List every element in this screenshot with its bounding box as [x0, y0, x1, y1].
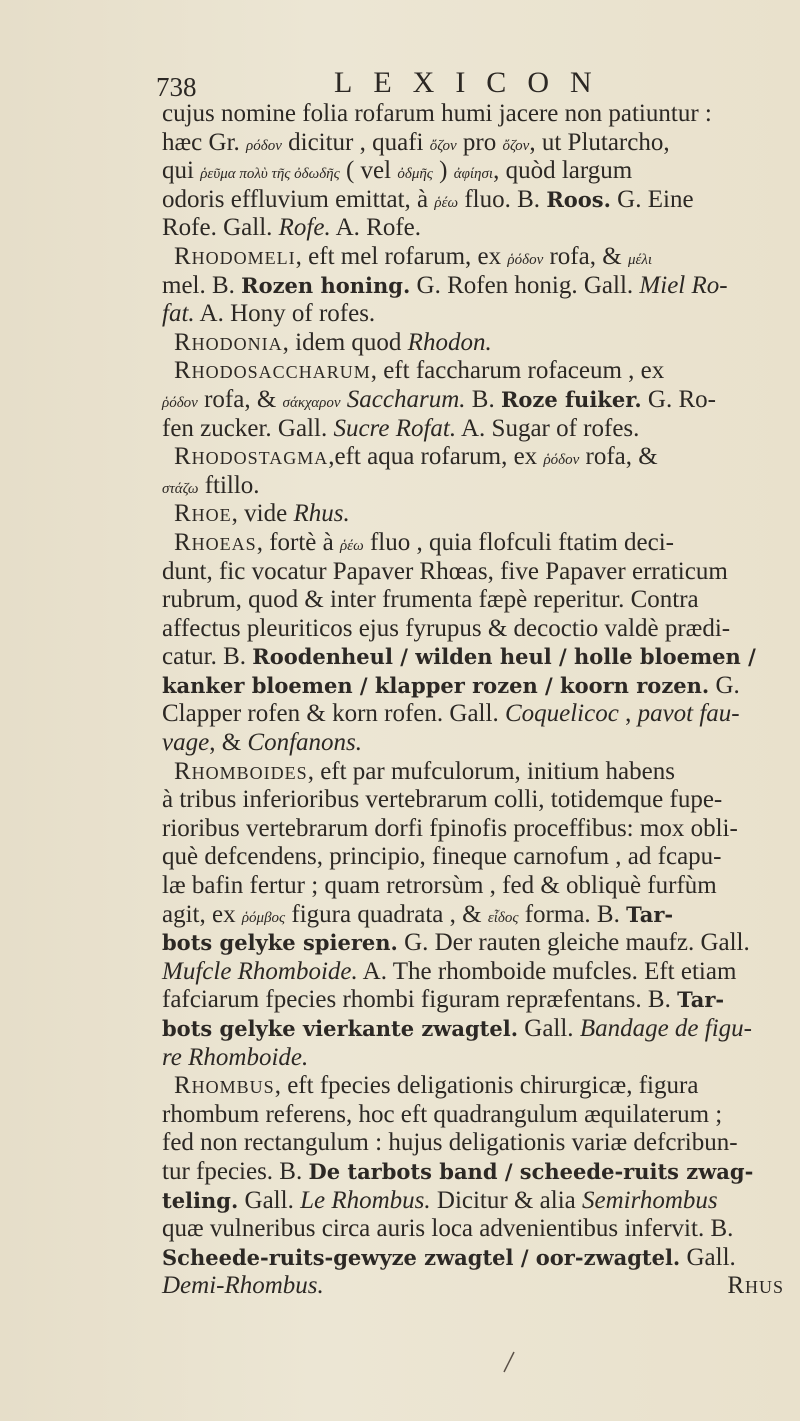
text-run: Semirhombus — [581, 1186, 718, 1214]
text-run: agit, ex — [162, 900, 242, 928]
text-run: , eft mel rofarum, ex — [295, 242, 508, 270]
text-line — [162, 1244, 800, 1273]
text-line — [162, 415, 800, 444]
text-run: Sucre Rofat. — [333, 414, 457, 442]
text-line — [162, 958, 800, 987]
text-run: ἀφίησι — [453, 166, 494, 183]
text-run: re Rhomboide. — [162, 1043, 309, 1071]
text-line — [162, 1187, 800, 1216]
text-run: Rhoe — [174, 500, 232, 528]
text-line — [162, 729, 800, 758]
text-run: Rofe. Gall. — [162, 214, 279, 242]
text-run: G. Der rauten gleiche maufz. Gall. — [397, 929, 750, 957]
text-run: Dicitur & alia — [430, 1186, 582, 1214]
text-run: Coquelicoc — [504, 700, 619, 728]
text-run: Bandage de figu- — [579, 1015, 752, 1042]
text-run: Rhodosaccharum — [174, 357, 371, 385]
text-run: Rofe. — [278, 214, 331, 242]
text-run: fluo , quia flofculi ftatim deci- — [363, 528, 675, 556]
page-number: 738 — [156, 72, 197, 102]
text-line — [162, 243, 800, 272]
text-line — [162, 1044, 800, 1073]
text-run: Le Rhombus. — [300, 1186, 431, 1214]
text-run: figura quadrata , & — [285, 900, 488, 928]
text-run: ῥόδον — [543, 452, 580, 469]
text-line — [162, 443, 800, 472]
text-run: ῥέω — [434, 194, 459, 211]
text-run: Roze fuiker. — [500, 386, 642, 412]
text-run: Roos. — [546, 186, 611, 212]
text-run: fen zucker. Gall. — [162, 414, 334, 442]
running-title: LEXICON — [334, 66, 613, 99]
text-run: Rhoeas — [174, 528, 257, 556]
text-line — [162, 157, 800, 186]
text-line — [162, 1072, 800, 1101]
text-line — [162, 558, 800, 587]
text-run: A. Hony of rofes. — [194, 300, 376, 328]
text-run: , fortè à — [256, 528, 340, 556]
text-run: ὄζον — [502, 137, 530, 154]
text-run: εἶδος — [487, 909, 519, 926]
text-line — [162, 586, 800, 615]
text-run: fluo. B. — [458, 185, 547, 213]
text-run: Clapper rofen & korn rofen. Gall. — [162, 700, 505, 728]
text-run: , — [618, 700, 638, 728]
text-run: dicitur , quafi — [281, 128, 430, 156]
text-run: G. Ro- — [641, 385, 716, 413]
text-run: ,eft aqua rofarum, ex — [328, 443, 544, 471]
text-run: A. Rofe. — [330, 214, 421, 242]
text-line — [162, 100, 800, 129]
text-run: què defcendens, principio, fineque carnofum , ad fcapu- — [162, 843, 722, 871]
text-run: fafciarum fpecies rhombi figuram repræfentans. B. — [162, 986, 678, 1014]
text-run: Tar- — [626, 901, 674, 927]
text-run: rofa, & — [543, 242, 628, 270]
text-run: B. — [465, 385, 501, 413]
text-run: hæc Gr. — [162, 128, 247, 156]
text-line — [162, 615, 800, 644]
text-line — [162, 472, 800, 501]
text-run: Rhodon. — [407, 328, 492, 356]
text-run: , eft par mufculorum, initium habens — [307, 757, 675, 785]
text-run: qui — [162, 157, 201, 185]
text-run: rioribus vertebrarum dorfi fpinofis proceffibus: mox obli- — [162, 814, 738, 842]
text-run: rofa, & — [579, 443, 658, 471]
text-run: ῥόμβος — [241, 909, 286, 926]
text-run: σάκχαρον — [282, 394, 341, 411]
text-run: mel. B. — [162, 271, 242, 299]
text-run: tur fpecies. B. — [162, 1157, 309, 1185]
text-run: Rhodostagma — [174, 443, 329, 471]
text-line — [162, 643, 800, 672]
text-run: Rhodomeli — [174, 242, 296, 270]
text-run: Gall. — [680, 1243, 736, 1271]
text-run: dunt, fic vocatur Papaver Rhœas, five Papaver erraticum — [162, 557, 728, 585]
text-run: læ bafin fertur ; quam retrorsùm , fed & obliquè furfùm — [162, 872, 717, 900]
text-run: Saccharum. — [346, 385, 466, 413]
text-run: quæ vulneribus circa auris loca advenientibus infervit. B. — [162, 1215, 734, 1243]
text-run: , ut Plutarcho, — [529, 128, 670, 156]
text-run: rhombum referens, hoc eft quadrangulum æquilaterum ; — [162, 1100, 723, 1128]
text-line — [162, 758, 800, 787]
text-run: De tarbots band / scheede-ruits zwag- — [308, 1158, 754, 1184]
text-line — [162, 1272, 800, 1301]
text-run: bots gelyke spieren. — [162, 930, 398, 956]
text-run: G. Eine — [610, 185, 694, 213]
text-run: A. The rhomboide mufcles. Eft etiam — [357, 957, 737, 985]
text-line — [162, 1015, 800, 1044]
text-run: Rhomboides — [174, 757, 308, 785]
text-line — [162, 700, 800, 729]
text-run: Rhombus — [174, 1072, 275, 1100]
text-run: cujus nomine folia rofarum humi jacere non patiuntur : — [162, 100, 712, 127]
running-head — [156, 64, 656, 104]
text-line — [162, 186, 800, 215]
text-line — [162, 214, 800, 243]
text-run: forma. B. — [518, 900, 627, 928]
text-run: fat. — [162, 300, 195, 328]
text-run: affectus pleuriticos ejus fyrupus & decoctio valdè prædi- — [162, 614, 731, 642]
text-run: pavot fau- — [637, 700, 740, 728]
text-run: Rozen honing. — [241, 272, 411, 298]
text-run: , & — [209, 729, 248, 757]
text-run: rofa, & — [197, 385, 283, 413]
text-line — [162, 1215, 800, 1244]
text-run: , eft faccharum rofaceum , ex — [370, 357, 665, 385]
text-run: catur. B. — [162, 643, 253, 671]
text-run: odoris effluvium emittat, à — [162, 185, 435, 213]
lexicon-column — [162, 100, 800, 1301]
text-line — [162, 929, 800, 958]
text-run: ὀδμῆς — [397, 166, 433, 183]
text-run: μέλι — [627, 251, 653, 268]
text-run: Miel Ro- — [639, 271, 728, 299]
margin-mark-icon — [502, 1350, 516, 1374]
text-line — [162, 901, 800, 930]
text-line — [162, 529, 800, 558]
text-line — [162, 815, 800, 844]
text-run: Demi-Rhombus. — [162, 1272, 324, 1300]
text-run: ρόδον — [246, 137, 282, 154]
text-run: ( vel — [339, 157, 398, 185]
text-run: στάζω — [162, 480, 199, 497]
text-run: ) — [432, 157, 454, 185]
text-run: Mufcle Rhomboide. — [162, 957, 358, 985]
text-run: fed non rectangulum : hujus deligationis variæ defcribun- — [162, 1129, 738, 1157]
text-line — [162, 1101, 800, 1130]
text-run: ῥόδον — [507, 251, 544, 268]
text-line — [162, 129, 800, 158]
text-run: , eft fpecies deligationis chirurgicæ, figura — [274, 1072, 699, 1100]
text-line — [162, 1158, 800, 1187]
text-run: bots gelyke vierkante zwagtel. — [162, 1016, 519, 1041]
text-run: ῥέω — [339, 537, 364, 554]
text-line — [162, 872, 800, 901]
text-run: pro — [456, 128, 503, 156]
text-line — [162, 672, 800, 701]
text-line — [162, 300, 800, 329]
text-line — [162, 329, 800, 358]
text-run: ὄζον — [429, 137, 457, 154]
text-line — [162, 357, 800, 386]
text-run: Scheede-ruits-gewyze zwagtel / oor-zwagtel. — [162, 1244, 681, 1270]
text-run: à tribus inferioribus vertebrarum colli, totidemque fupe- — [162, 786, 723, 814]
text-run: ftillo. — [198, 471, 260, 499]
text-run: , quòd largum — [493, 157, 633, 185]
text-run: ῥεῦμα πολὺ τῆς ὀδωδῆς — [200, 166, 340, 183]
text-run: Confanons. — [247, 729, 363, 757]
text-run: G. — [709, 671, 740, 699]
text-run: Tar- — [677, 987, 725, 1013]
text-line — [162, 272, 800, 301]
text-run: , vide — [231, 500, 294, 528]
text-run: G. Rofen honig. Gall. — [410, 271, 640, 299]
text-line — [162, 386, 800, 415]
text-line — [162, 1129, 800, 1158]
text-run: teling. — [162, 1187, 239, 1213]
text-line — [162, 786, 800, 815]
text-run: A. Sugar of rofes. — [456, 414, 640, 442]
text-line — [162, 843, 800, 872]
text-run: , idem quod — [282, 328, 408, 356]
text-line — [162, 500, 800, 529]
text-run: Gall. — [518, 1015, 580, 1042]
catchword: Rhus — [727, 1272, 784, 1300]
text-line — [162, 986, 800, 1015]
text-run: Rhodonia — [174, 328, 283, 356]
text-run: ῥόδον — [162, 394, 198, 411]
text-run: kanker bloemen / klapper rozen / koorn rozen. — [162, 672, 710, 698]
text-run: Rhus. — [293, 500, 350, 528]
text-run: rubrum, quod & inter frumenta fæpè reperitur. Contra — [162, 586, 699, 614]
text-run: Gall. — [238, 1186, 301, 1214]
text-run: vage — [162, 729, 210, 757]
text-run: Roodenheul / wilden heul / holle bloemen / — [252, 644, 756, 670]
